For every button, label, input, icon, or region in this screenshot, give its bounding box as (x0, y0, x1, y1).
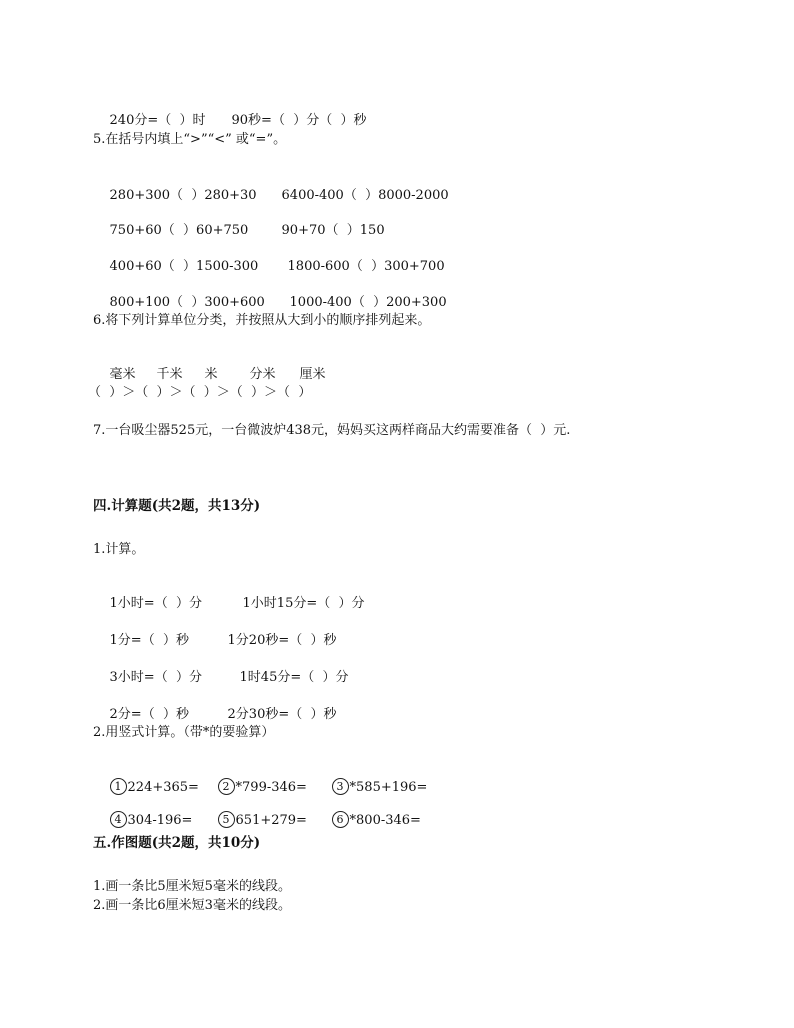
compare-left: 800+100（ ）300+600 (109, 295, 265, 310)
compare-right: 6400-400（ ）8000-2000 (281, 188, 449, 203)
calc-right: 1小时15分=（ ）分 (242, 596, 365, 611)
calc-left: 2分=（ ）秒 (109, 707, 189, 722)
compare-right: 90+70（ ）150 (281, 223, 385, 238)
compare-left: 280+300（ ）280+30 (109, 188, 257, 203)
circled-number: 6 (332, 811, 349, 828)
question-5-title: 5.在括号内填上“>”“<” 或“=”。 (93, 132, 287, 147)
section-5-heading: 五.作图题(共2题，共10分) (93, 835, 261, 851)
question-6-title: 6.将下列计算单位分类，并按照从大到小的顺序排列起来。 (93, 313, 431, 328)
calc-right: 1时45分=（ ）分 (239, 670, 349, 685)
compare-right: 1000-400（ ）200+300 (289, 295, 447, 310)
vertical-calc-item (332, 812, 421, 830)
expression: 651+279= (235, 813, 307, 828)
circled-number: 3 (332, 778, 349, 795)
question-7-text: 7.一台吸尘器525元，一台微波炉438元，妈妈买这两样商品大约需要准备（ ）元. (93, 423, 571, 438)
compare-right: 1800-600（ ）300+700 (287, 259, 445, 274)
expression: *799-346= (235, 780, 307, 795)
expression: *800-346= (349, 813, 421, 828)
unit-order-blanks: （ ）＞（ ）＞（ ）＞（ ）＞（ ） (88, 385, 312, 400)
unit-item: 毫米 (109, 367, 136, 382)
section-4-heading: 四.计算题(共2题，共13分) (93, 498, 261, 514)
drawing-question: 1.画一条比5厘米短5毫米的线段。 (93, 879, 291, 894)
calc-right: 1分20秒=（ ）秒 (227, 633, 337, 648)
unit-item: 米 (204, 367, 218, 382)
circled-number: 4 (110, 811, 127, 828)
calc-right: 2分30秒=（ ）秒 (227, 707, 337, 722)
calc-question-2-title: 2.用竖式计算。（带*的要验算） (93, 725, 275, 740)
calc-left: 1小时=（ ）分 (109, 596, 202, 611)
calc-left: 3小时=（ ）分 (109, 670, 202, 685)
calc-left: 1分=（ ）秒 (109, 633, 189, 648)
drawing-question: 2.画一条比6厘米短3毫米的线段。 (93, 898, 291, 913)
unit-item: 分米 (249, 367, 276, 382)
compare-left: 750+60（ ）60+750 (109, 223, 249, 238)
unit-item: 厘米 (299, 367, 326, 382)
vertical-calc-item (218, 812, 332, 830)
circled-number: 1 (110, 778, 127, 795)
compare-left: 400+60（ ）1500-300 (109, 259, 259, 274)
expression: 304-196= (127, 813, 193, 828)
question-text: 90秒=（ ）分（ ）秒 (231, 113, 367, 128)
calc-question-1-title: 1.计算。 (93, 542, 145, 557)
circled-number: 2 (218, 778, 235, 795)
circled-number: 5 (218, 811, 235, 828)
expression: *585+196= (349, 780, 428, 795)
unit-item: 千米 (156, 367, 183, 382)
question-text: 240分=（ ）时 (109, 113, 206, 128)
vertical-calc-item (110, 812, 218, 830)
expression: 224+365= (127, 780, 199, 795)
